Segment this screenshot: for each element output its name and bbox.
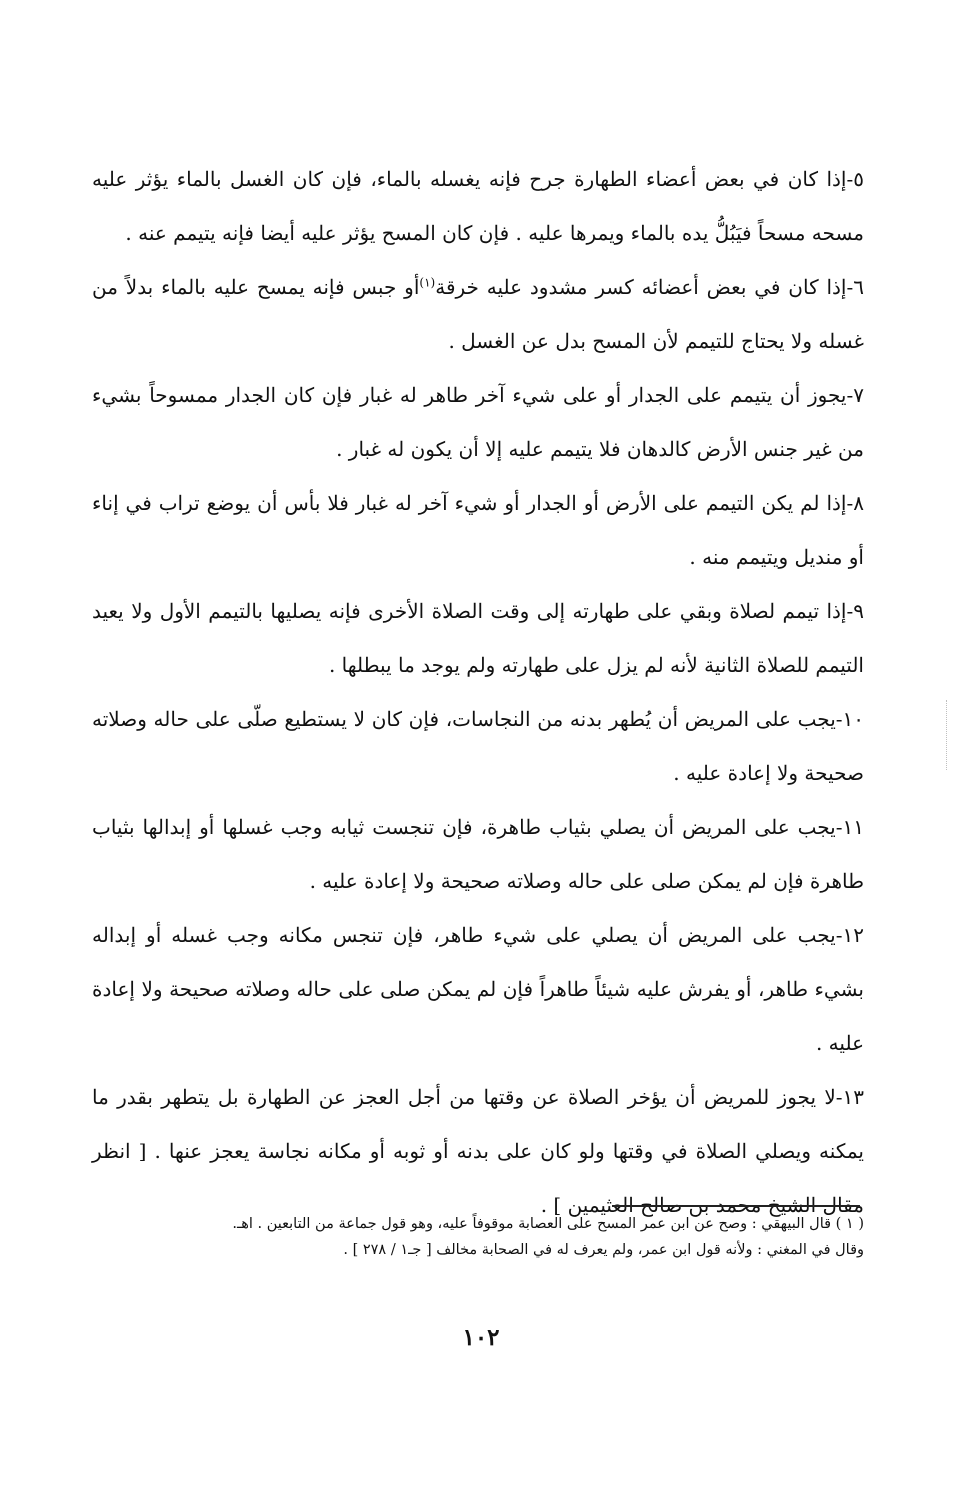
paragraph-10: ١٠-يجب على المريض أن يُطهر بدنه من النجاسات، فإن كان لا يستطيع صلّى على حاله وصلاته صحيحة ولا إعادة عليه . (92, 707, 864, 785)
footnote-1-continuation: وقال في المغني : ولأنه قول ابن عمر، ولم يعرف له في الصحابة مخالف [ جـ١ / ٢٧٨ ] . (343, 1242, 864, 1258)
paragraph-6 (92, 260, 864, 368)
paragraph-6-continuation: أو جبس فإنه يمسح عليه بالماء بدلاً من غسله ولا يحتاج للتيمم لأن المسح بدل عن الغسل . (92, 275, 864, 353)
paragraph-8: ٨-إذا لم يكن التيمم على الأرض أو الجدار أو شيء آخر له غبار فلا بأس أن يوضع تراب في إناء أو منديل ويتيمم منه . (92, 491, 864, 569)
margin-scan-mark (946, 700, 947, 770)
paragraph-7: ٧-يجوز أن يتيمم على الجدار أو على شيء آخر طاهر له غبار فإن كان الجدار ممسوحاً بشيء من غير جنس الأرض كالدهان فلا يتيمم عليه إلا أن يكون له غبار . (92, 383, 864, 461)
paragraph-12: ١٢-يجب على المريض أن يصلي على شيء طاهر، فإن تنجس مكانه وجب غسله أو إبداله بشيء طاهر، أو يفرش عليه شيئاً طاهراً فإن لم يمكن صلى على حاله وصلاته صحيحة ولا إعادة عليه . (92, 923, 864, 1055)
footnote-separator (612, 1205, 860, 1207)
paragraph-11: ١١-يجب على المريض أن يصلي بثياب طاهرة، فإن تنجست ثيابه وجب غسلها أو إبدالها بثياب طاهرة فإن لم يمكن صلى على حاله وصلاته صحيحة ولا إعادة عليه . (92, 815, 864, 893)
footnotes (92, 1211, 864, 1263)
paragraph-6-text: ٦-إذا كان في بعض أعضائه كسر مشدود عليه خرقة (435, 275, 864, 299)
paragraph-9: ٩-إذا تيمم لصلاة وبقي على طهارته إلى وقت الصلاة الأخرى فإنه يصليها بالتيمم الأول ولا يعيد التيمم للصلاة الثانية لأنه لم يزل على طهارته ولم يوجد ما يبطلها . (92, 599, 864, 677)
body-text (92, 152, 864, 1232)
paragraph-5: ٥-إذا كان في بعض أعضاء الطهارة جرح فإنه يغسله بالماء، فإن كان الغسل بالماء يؤثر عليه مسحه مسحاً فيَبُلُّ يده بالماء ويمرها عليه . فإن كان المسح يؤثر عليه أيضا فإنه يتيمم عنه . (92, 167, 864, 245)
footnote-1: ( ١ ) قال البيهقي : وصح عن ابن عمر المسح على العصابة موقوفاً عليه، وهو قول جماعة من التابعين . اهـ. (232, 1216, 864, 1232)
paragraph-13: ١٣-لا يجوز للمريض أن يؤخر الصلاة عن وقتها من أجل العجز عن الطهارة بل يتطهر بقدر ما يمكنه ويصلي الصلاة في وقتها ولو كان على بدنه أو ثوبه أو مكانه نجاسة يعجز عنها . [ انظر مقال الشيخ محمد بن صالح العثيمين ] . (92, 1085, 864, 1217)
footnote-reference: (١) (419, 275, 436, 290)
page-number: ١٠٢ (462, 1324, 500, 1351)
